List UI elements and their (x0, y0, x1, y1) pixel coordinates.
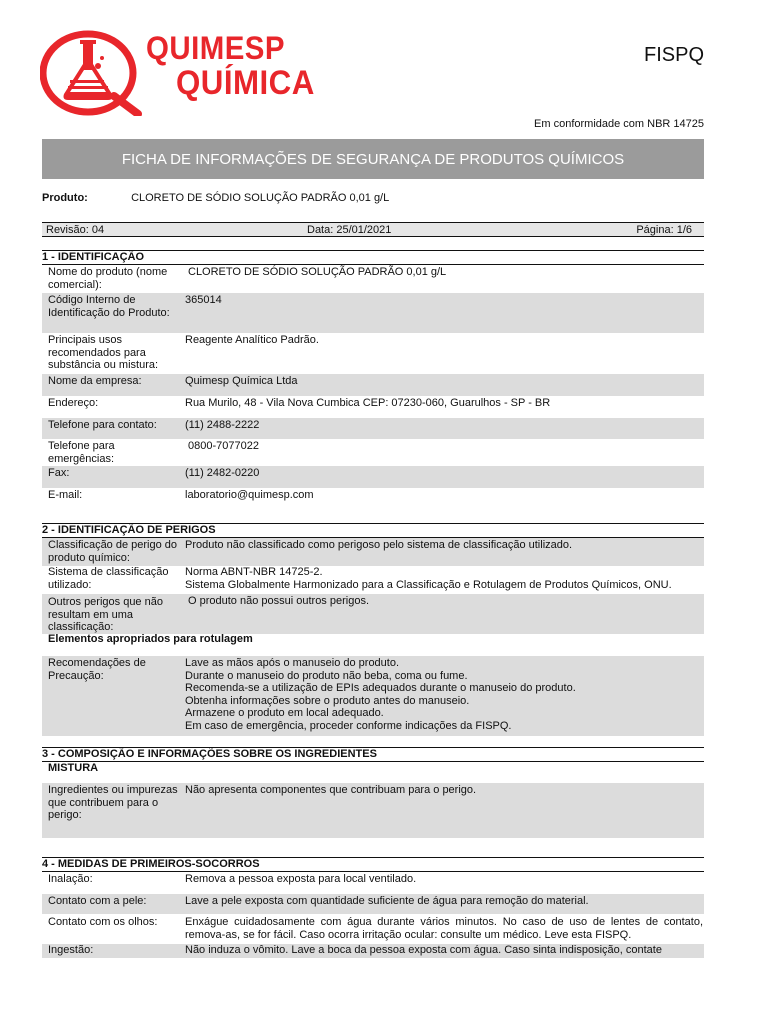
flask-logo-icon (40, 30, 148, 116)
table-row (42, 265, 704, 293)
field-label: Inalação: (48, 873, 93, 885)
field-label: Telefone para emergências: (48, 440, 115, 465)
document-code: FISPQ (643, 44, 704, 66)
table-row (42, 466, 704, 488)
field-label: Ingredientes ou impurezas que contribuem para o perigo: (48, 784, 178, 821)
table-row (42, 374, 704, 396)
field-label: Recomendações de Precaução: (48, 657, 146, 682)
brand-wordmark (146, 32, 327, 100)
field-value: Lave a pele exposta com quantidade suficiente de água para remoção do material. (185, 895, 589, 907)
mixture-subheading: MISTURA (48, 762, 99, 774)
list-item: Obtenha informações sobre o produto antes do manuseio. (185, 694, 470, 707)
table-row (42, 944, 704, 958)
field-value: Produto não classificado como perigoso pelo sistema de classificação utilizado. (185, 539, 573, 551)
field-label: Endereço: (48, 397, 99, 409)
list-item: Lave as mãos após o manuseio do produto. (185, 657, 400, 669)
table-row (42, 566, 704, 594)
field-value: Remova a pessoa exposta para local ventilado. (185, 873, 417, 885)
table-row (42, 872, 704, 894)
field-label: Nome da empresa: (48, 375, 142, 387)
field-value: laboratorio@quimesp.com (185, 489, 314, 501)
table-row (42, 396, 704, 418)
field-label: Nome do produto (nome comercial): (48, 266, 168, 291)
field-value: Norma ABNT-NBR 14725-2. (185, 566, 323, 578)
field-label: Classificação de perigo do produto químico: (48, 539, 178, 564)
field-label: Sistema de classificação utilizado: (48, 566, 169, 591)
field-value: Não apresenta componentes que contribuam para o perigo. (185, 784, 477, 796)
brand-line-2: QUÍMICA (176, 64, 315, 102)
list-item: Durante o manuseio do produto não beba, coma ou fume. (185, 669, 468, 682)
product-name: CLORETO DE SÓDIO SOLUÇÃO PADRÃO 0,01 g/L (131, 192, 390, 204)
revision-bar (42, 222, 704, 237)
section-3-title: 3 - COMPOSIÇÃO E INFORMAÇÕES SOBRE OS INGREDIENTES (42, 747, 704, 761)
section-1-title: 1 - IDENTIFICAÇÃO (42, 250, 704, 264)
brand-line-1: QUIMESP (146, 30, 285, 66)
field-label: Principais usos recomendados para substância ou mistura: (48, 334, 159, 371)
field-label: Fax: (48, 467, 70, 479)
product-line (42, 192, 389, 204)
field-value: Sistema Globalmente Harmonizado para a Classificação e Rotulagem de Produtos Químicos, ONU. (185, 579, 672, 591)
document-title-banner: FICHA DE INFORMAÇÕES DE SEGURANÇA DE PRODUTOS QUÍMICOS (42, 139, 704, 179)
field-value: O produto não possui outros perigos. (188, 595, 370, 607)
list-item: Em caso de emergência, proceder conforme indicações da FISPQ. (185, 719, 512, 732)
field-label: E-mail: (48, 489, 83, 501)
list-item: Recomenda-se a utilização de EPIs adequados durante o manuseio do produto. (185, 682, 576, 694)
field-value: Reagente Analítico Padrão. (185, 334, 319, 346)
table-row (42, 594, 704, 634)
revision-number: Revisão: 04 (46, 224, 105, 236)
field-label: Contato com os olhos: (48, 916, 158, 928)
page-number: Página: 1/6 (636, 224, 692, 236)
table-row (42, 418, 704, 439)
table-row (42, 439, 704, 466)
field-label: Código Interno de Identificação do Produto: (48, 294, 170, 319)
field-value: 0800-7077022 (188, 440, 259, 452)
table-row (42, 894, 704, 914)
field-value: Não induza o vômito. Lave a boca da pessoa exposta com água. Caso sinta indisposição, contate (185, 944, 662, 956)
table-row (42, 656, 704, 736)
field-label: Outros perigos que não resultam em uma classificação: (48, 596, 163, 633)
field-value: (11) 2482-0220 (185, 467, 260, 479)
table-row (42, 914, 704, 944)
revision-date: Data: 25/01/2021 (307, 224, 392, 236)
field-value: (11) 2488-2222 (185, 419, 260, 431)
labeling-subheading: Elementos apropriados para rotulagem (48, 633, 253, 645)
field-value: 365014 (185, 294, 222, 306)
section-2-title: 2 - IDENTIFICAÇÃO DE PERIGOS (42, 523, 704, 537)
company-logo (40, 30, 320, 116)
table-row (42, 783, 704, 838)
field-label: Contato com a pele: (48, 895, 147, 907)
table-row (42, 488, 704, 510)
field-value: Rua Murilo, 48 - Vila Nova Cumbica CEP: 07230-060, Guarulhos - SP - BR (185, 397, 551, 409)
field-label: Ingestão: (48, 944, 94, 956)
field-label: Telefone para contato: (48, 419, 157, 431)
table-row (42, 333, 704, 374)
field-value: Enxágue cuidadosamente com água durante vários minutos. No caso de uso de lentes de contato, remova-as, se for fácil. Caso ocorra irritação ocular: consulte um médico. Leve esta FISPQ. (185, 916, 703, 941)
precaution-list (185, 657, 703, 732)
section-4-title: 4 - MEDIDAS DE PRIMEIROS-SOCORROS (42, 857, 704, 871)
product-label: Produto: (42, 192, 88, 204)
conformity-note: Em conformidade com NBR 14725 (534, 118, 704, 130)
field-value: CLORETO DE SÓDIO SOLUÇÃO PADRÃO 0,01 g/L (188, 266, 447, 278)
table-row (42, 538, 704, 566)
list-item: Armazene o produto em local adequado. (185, 707, 384, 719)
table-row (42, 293, 704, 333)
field-value: Quimesp Química Ltda (185, 375, 298, 387)
